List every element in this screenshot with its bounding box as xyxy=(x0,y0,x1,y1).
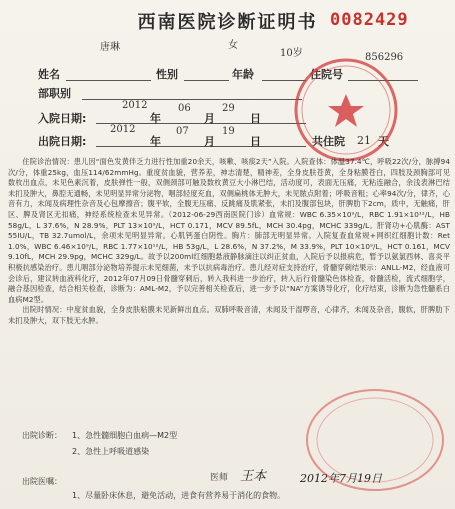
patient-sex-value: 女 xyxy=(228,40,238,51)
discharge-day: 19 xyxy=(222,126,235,137)
admit-year-unit: 年 xyxy=(150,112,161,125)
discharge-year-unit: 年 xyxy=(150,135,161,148)
department-seal-icon xyxy=(300,380,450,500)
sex-label: 性别 xyxy=(156,68,178,81)
discharge-advice-label: 出院医嘱： xyxy=(22,477,62,486)
name-line xyxy=(66,80,151,81)
patient-age-value: 10岁 xyxy=(280,48,303,59)
sign-date: 2012年7月19日 xyxy=(300,472,382,485)
discharge-month: 07 xyxy=(176,126,189,137)
admission-no-label: 住院号 xyxy=(310,68,343,81)
total-days-label: 共住院 xyxy=(312,135,345,148)
total-days-unit: 天 xyxy=(378,135,389,148)
admit-date-label: 入院日期: xyxy=(38,112,87,125)
discharge-date-line xyxy=(96,146,306,147)
discharge-month-unit: 月 xyxy=(204,135,215,148)
diagnosis-item-1: 1、急性髓细胞白血病—M2型 xyxy=(72,431,178,440)
hospital-seal-icon xyxy=(286,50,406,170)
name-label: 姓名 xyxy=(38,68,60,81)
admit-day: 29 xyxy=(222,103,235,114)
sex-line xyxy=(184,80,229,81)
treatment-paragraph: 住院诊治情况：患儿因“面色发黄伴乏力进行性加重20余天，咳嗽、咳痰2天”入院。入院查体：体温37.4℃，呼吸22次/分，脉搏94次/分，体重25kg，血压114/62mmHg。重度贫血貌，营养差，神志清楚，精神差，全身皮肤苍黄，全身粘膜苍白，四肢及颈胸部可见数枚出血点，未见色素沉着，皮肤弹性一般，双侧颈部可触及数枚黄豆大小淋巴结，活动度可，表面无压痛，无粘连融合，余浅表淋巴结未扪及肿大，鼻腔无通畅，未见明显异常分泌物，咽部轻度充血，双侧扁桃体无肿大，未见脓点附着；呼吸音粗；心率94次/分，律齐，心音有力，未闻及病理性杂音及心包摩擦音；腹平软，全腹无压痛、反跳痛及肌紧张，未扪及腹部包块，肝脾肋下2cm，质中，无触痛，肝区、脾及肾区无扣痛，神经系统检查未见异常。（2012-06-29西南医院门诊）血常规：WBC 6.35×10⁹/L，RBC 1.91×10¹²/L，HB 58g/L，L 37.6%，N 28.9%，PLT 13×10⁹/L，HCT 0.171，MCV 89.5fL，MCH 30.4pg，MCHC 339g/L。肝肾功+心肌酶：AST 55IU/L，TB 32.7umol/L，余项未见明显异常。心肌钙蛋白阴性。胸片：肺部无明显异常。入院复查血常规+网织红细胞计数：Ret 1.0%，WBC 6.46×10⁹/L，RBC 1.77×10¹²/L，HB 53g/L，L 28.6%，N 37.2%，M 33.9%，PLT 10×10⁹/L，HCT 0.161，MCV 9.10fL，MCH 29.9pg，MCHC 329g/L。故予以200ml红细胞悬液静脉滴注以纠正贫血，入院后予以报病危，暂予以氨氯西林、喜炎平积极抗感染治疗。患儿咽部分泌物培养提示未见细菌，未予以抗病毒治疗。患儿经对症支持治疗，骨髓穿刺结果示：ANLL-M2，经血液可会诊后，建议转血液科化疗，2012年07月09日骨髓穿刺后，转入我科进一步治疗，转入后行骨髓染色体检查，骨髓活检，流式细胞学，融合基因检查，结合相关检查，诊断为：AML-M2，予以完善相关检查后，进一步予以“NA”方案诱导化疗，化疗结束，诊断为急性髓系白血病M2型。 xyxy=(8,157,450,304)
department-line xyxy=(82,99,302,100)
diagnosis-body xyxy=(8,157,450,327)
document-title: 西南医院诊断证明书 xyxy=(137,12,318,33)
admit-month-unit: 月 xyxy=(204,112,215,125)
admit-day-unit: 日 xyxy=(250,112,261,125)
total-days-value: 21 xyxy=(357,134,371,147)
serial-number: 0082429 xyxy=(330,10,409,30)
admit-year: 2012 xyxy=(122,100,148,111)
doctor-signature: 王本 xyxy=(240,469,267,484)
discharge-diagnosis-label: 出院诊断： xyxy=(22,431,62,440)
case-number: 856296 xyxy=(365,52,404,63)
discharge-condition-paragraph: 出院时情况：中度贫血貌，全身皮肤粘膜未见新鲜出血点。双肺呼吸音清，未闻及干湿啰音，心律齐，未闻及杂音，腹软，肝脾肋下未扪及肿大，双下肢无水肿。 xyxy=(8,305,450,325)
diagnosis-item-2: 2、急性上呼吸道感染 xyxy=(72,447,150,456)
admit-month: 06 xyxy=(178,103,191,114)
doctor-label: 医师 xyxy=(210,473,229,483)
department-label: 部职别 xyxy=(38,87,71,100)
age-label: 年龄 xyxy=(232,68,254,81)
patient-name-value: 唐琳 xyxy=(100,42,120,53)
discharge-year: 2012 xyxy=(110,124,136,135)
discharge-date-label: 出院日期: xyxy=(38,135,87,148)
discharge-day-unit: 日 xyxy=(250,135,261,148)
advice-item-1: 1、尽量卧床休息，避免活动，进食有营养易于消化的食物。 xyxy=(72,491,286,500)
